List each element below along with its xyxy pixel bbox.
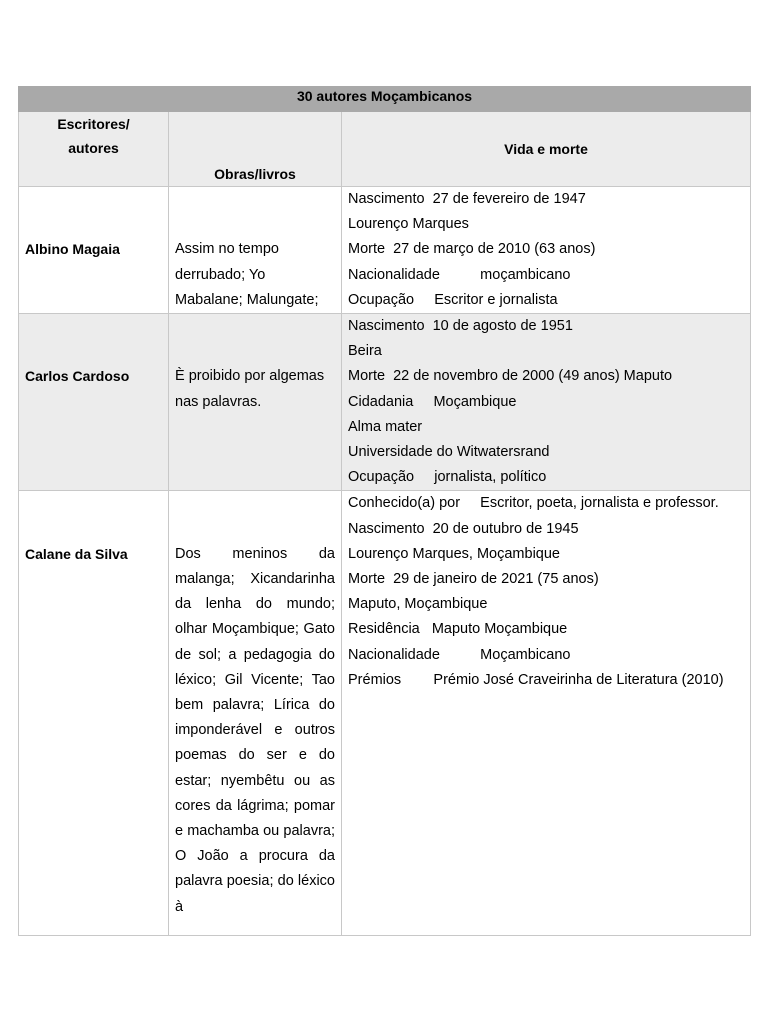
life-line: Nacionalidade Moçambicano (348, 646, 571, 663)
author-name-cell (19, 314, 169, 491)
life-cell (342, 314, 751, 491)
header-authors-line2: autores (68, 140, 119, 156)
works-cell (169, 187, 342, 314)
author-name-cell (19, 187, 169, 314)
author-name: Carlos Cardoso (25, 368, 130, 385)
life-line: Alma mater (348, 418, 423, 435)
works-text: Dos meninos da malanga; Xicandarinha da lenha do mundo; olhar Moçambique; Gato de sol; a pedagogia do léxico; Gil Vicente; Tao bem palavra; Lírica do imponderável e outros poemas do ser e do estar; nyembêtu ou as cores da lágrima; pomar e machamba ou palavra; O João a procura da palavra poesia; do léxico à (175, 545, 335, 915)
life-line: Lourenço Marques, Moçambique (348, 545, 560, 562)
works-cell (169, 491, 342, 936)
life-line: Nascimento 10 de agosto de 1951 (348, 318, 573, 335)
life-line: Cidadania Moçambique (348, 393, 517, 410)
life-line: Ocupação jornalista, político (348, 469, 547, 486)
header-works: Obras/livros (169, 112, 342, 187)
authors-table (18, 86, 751, 936)
header-authors (19, 112, 169, 187)
table-title-row (19, 87, 751, 112)
life-line: Universidade do Witwatersrand (348, 444, 550, 461)
document-page (18, 86, 750, 936)
author-name-cell (19, 491, 169, 936)
life-line: Residência Maputo Moçambique (348, 621, 568, 638)
table-row (19, 187, 751, 314)
works-cell (169, 314, 342, 491)
life-line: Maputo, Moçambique (348, 596, 488, 613)
table-row (19, 314, 751, 491)
author-name: Calane da Silva (25, 545, 128, 562)
table-header-row (19, 112, 751, 187)
life-cell (342, 187, 751, 314)
author-name: Albino Magaia (25, 241, 120, 258)
life-line: Conhecido(a) por Escritor, poeta, jornalista e professor. (348, 495, 719, 512)
life-line: Morte 27 de março de 2010 (63 anos) (348, 241, 596, 258)
life-line: Beira (348, 343, 382, 360)
life-line: Morte 29 de janeiro de 2021 (75 anos) (348, 571, 599, 588)
life-line: Morte 22 de novembro de 2000 (49 anos) Maputo (348, 368, 673, 385)
life-line: Lourenço Marques (348, 216, 469, 233)
life-line: Nacionalidade moçambicano (348, 266, 571, 283)
awards-text: Prémios Prémio José Craveirinha de Literatura (2010) (348, 671, 724, 688)
works-text: Assim no tempo derrubado; Yo Mabalane; Malungate; (175, 241, 319, 308)
header-life: Vida e morte (342, 112, 751, 187)
life-cell (342, 491, 751, 936)
table-title: 30 autores Moçambicanos (19, 87, 751, 112)
life-line: Nascimento 20 de outubro de 1945 (348, 520, 579, 537)
life-line: Ocupação Escritor e jornalista (348, 291, 558, 308)
works-text: È proibido por algemas nas palavras. (175, 368, 325, 410)
life-line: Nascimento 27 de fevereiro de 1947 (348, 191, 586, 207)
header-authors-line1: Escritores/ (57, 116, 130, 132)
table-row (19, 491, 751, 936)
